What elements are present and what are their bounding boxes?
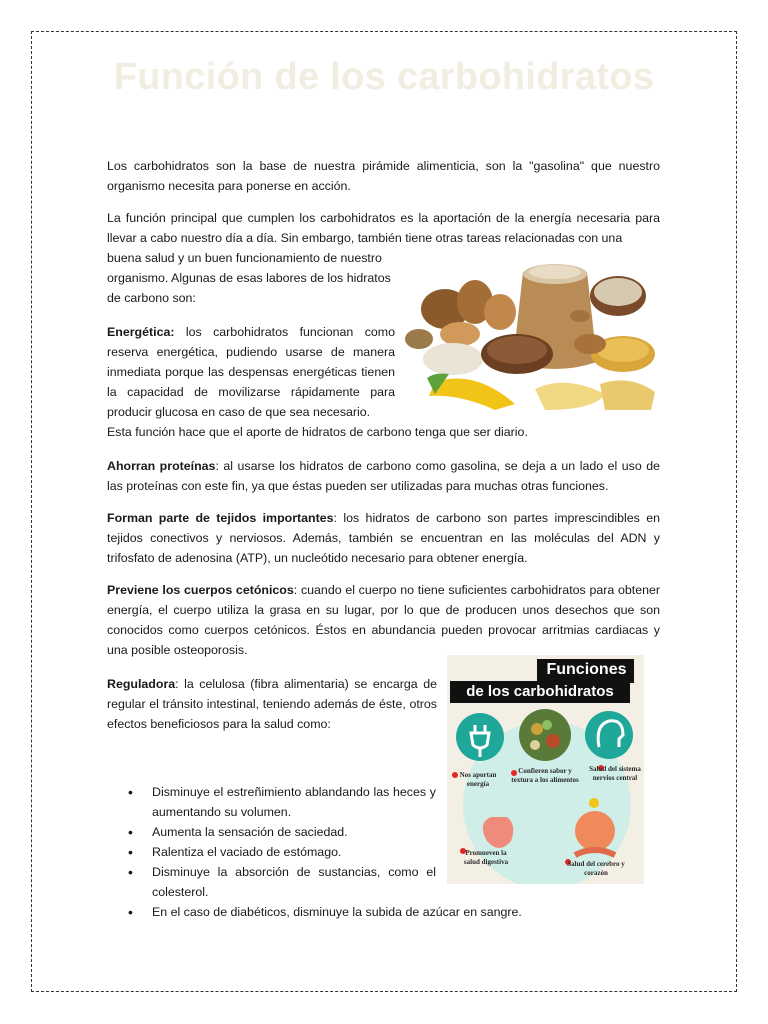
list-item-last: • En el caso de diabéticos, disminuye la subida de azúcar en sangre. <box>128 902 668 922</box>
infographic-label-energia: Nos aportan energía <box>459 771 497 788</box>
proteinas-label: Ahorran proteínas <box>107 459 216 473</box>
benefits-list <box>128 782 436 902</box>
infographic-label-cerebro-corazon: Salud del cerebro y corazón <box>567 860 625 877</box>
tejidos-label: Forman parte de tejidos importantes <box>107 511 334 525</box>
list-item: • Disminuye la absorción de sustancias, como el colesterol. <box>128 862 436 902</box>
cetonicos-label: Previene los cuerpos cetónicos <box>107 583 294 597</box>
page-title: Función de los carbohidratos <box>113 56 655 98</box>
proteinas-text: : al usarse los hidratos de carbono como gasolina, se deja a un lado el uso de las proteínas con este fin, ya que éstas pueden ser utilizadas para muchas otras funciones. <box>107 459 660 493</box>
infographic-label-digestiva: Promueven la salud digestiva <box>463 849 509 866</box>
carbohydrate-functions-infographic <box>447 655 644 884</box>
intro-paragraph: Los carbohidratos son la base de nuestra pirámide alimenticia, son la "gasolina" que nuestro organismo necesita para ponerse en acción. <box>107 159 660 193</box>
list-item: • Disminuye el estreñimiento ablandando las heces y aumentando su volumen. <box>128 782 436 822</box>
tejidos-text: : los hidratos de carbono son partes imprescindibles en tejidos conectivos y nerviosos. Además, también se encuentran en las moléculas del ADN y trifosfato de adenosina (ATP), un nucleótido necesario para obtener energía. <box>107 511 660 565</box>
cetonicos-paragraph <box>107 580 660 660</box>
carbohydrate-foods-image <box>405 254 660 410</box>
principal-paragraph: La función principal que cumplen los carbohidratos es la aportación de la energía necesaria para llevar a cabo nuestro día a día. Sin embargo, también tiene otras tareas relacionadas con una <box>107 211 660 245</box>
cetonicos-text: : cuando el cuerpo no tiene suficientes carbohidratos para obtener energía, el cuerpo utiliza la grasa en su lugar, por lo que de producen unos desechos que son conocidos como cuerpos cetónicos. Éstos en abundancia pueden provocar arritmias cardiacas y una posible osteoporosis. <box>107 583 660 657</box>
principal-paragraph-continued: buena salud y un buen funcionamiento de nuestro organismo. Algunas de esas labores de los hidratos de carbono son: <box>107 251 391 305</box>
reguladora-paragraph <box>107 674 437 734</box>
energetica-text: los carbohidratos funcionan como reserva energética, pudiendo usarse de manera inmediata porque las despensas energéticas tienen la capacidad de movilizarse rápidamente para producir glucosa en caso de que sea necesario. <box>107 325 395 419</box>
energetica-tail: Esta función hace que el aporte de hidratos de carbono tenga que ser diario. <box>107 425 528 439</box>
infographic-label-sabor: Confieren sabor y textura a los alimentos <box>511 767 579 784</box>
list-item: • Aumenta la sensación de saciedad. <box>128 822 436 842</box>
energetica-paragraph <box>107 322 395 422</box>
energetica-label: Energética: <box>107 325 175 339</box>
tejidos-paragraph <box>107 508 660 568</box>
proteinas-paragraph <box>107 456 660 496</box>
list-item: • Ralentiza el vaciado de estómago. <box>128 842 436 862</box>
infographic-label-sistema-nervioso: Salud del sistema nervios central <box>589 765 641 782</box>
reguladora-text: : la celulosa (fibra alimentaria) se encarga de regular el tránsito intestinal, teniendo además de éste, otros efectos beneficiosos para la salud como: <box>107 677 437 731</box>
infographic-title-line2: de los carbohidratos <box>466 683 614 700</box>
infographic-title-line1: Funciones <box>546 661 627 678</box>
reguladora-label: Reguladora <box>107 677 176 691</box>
